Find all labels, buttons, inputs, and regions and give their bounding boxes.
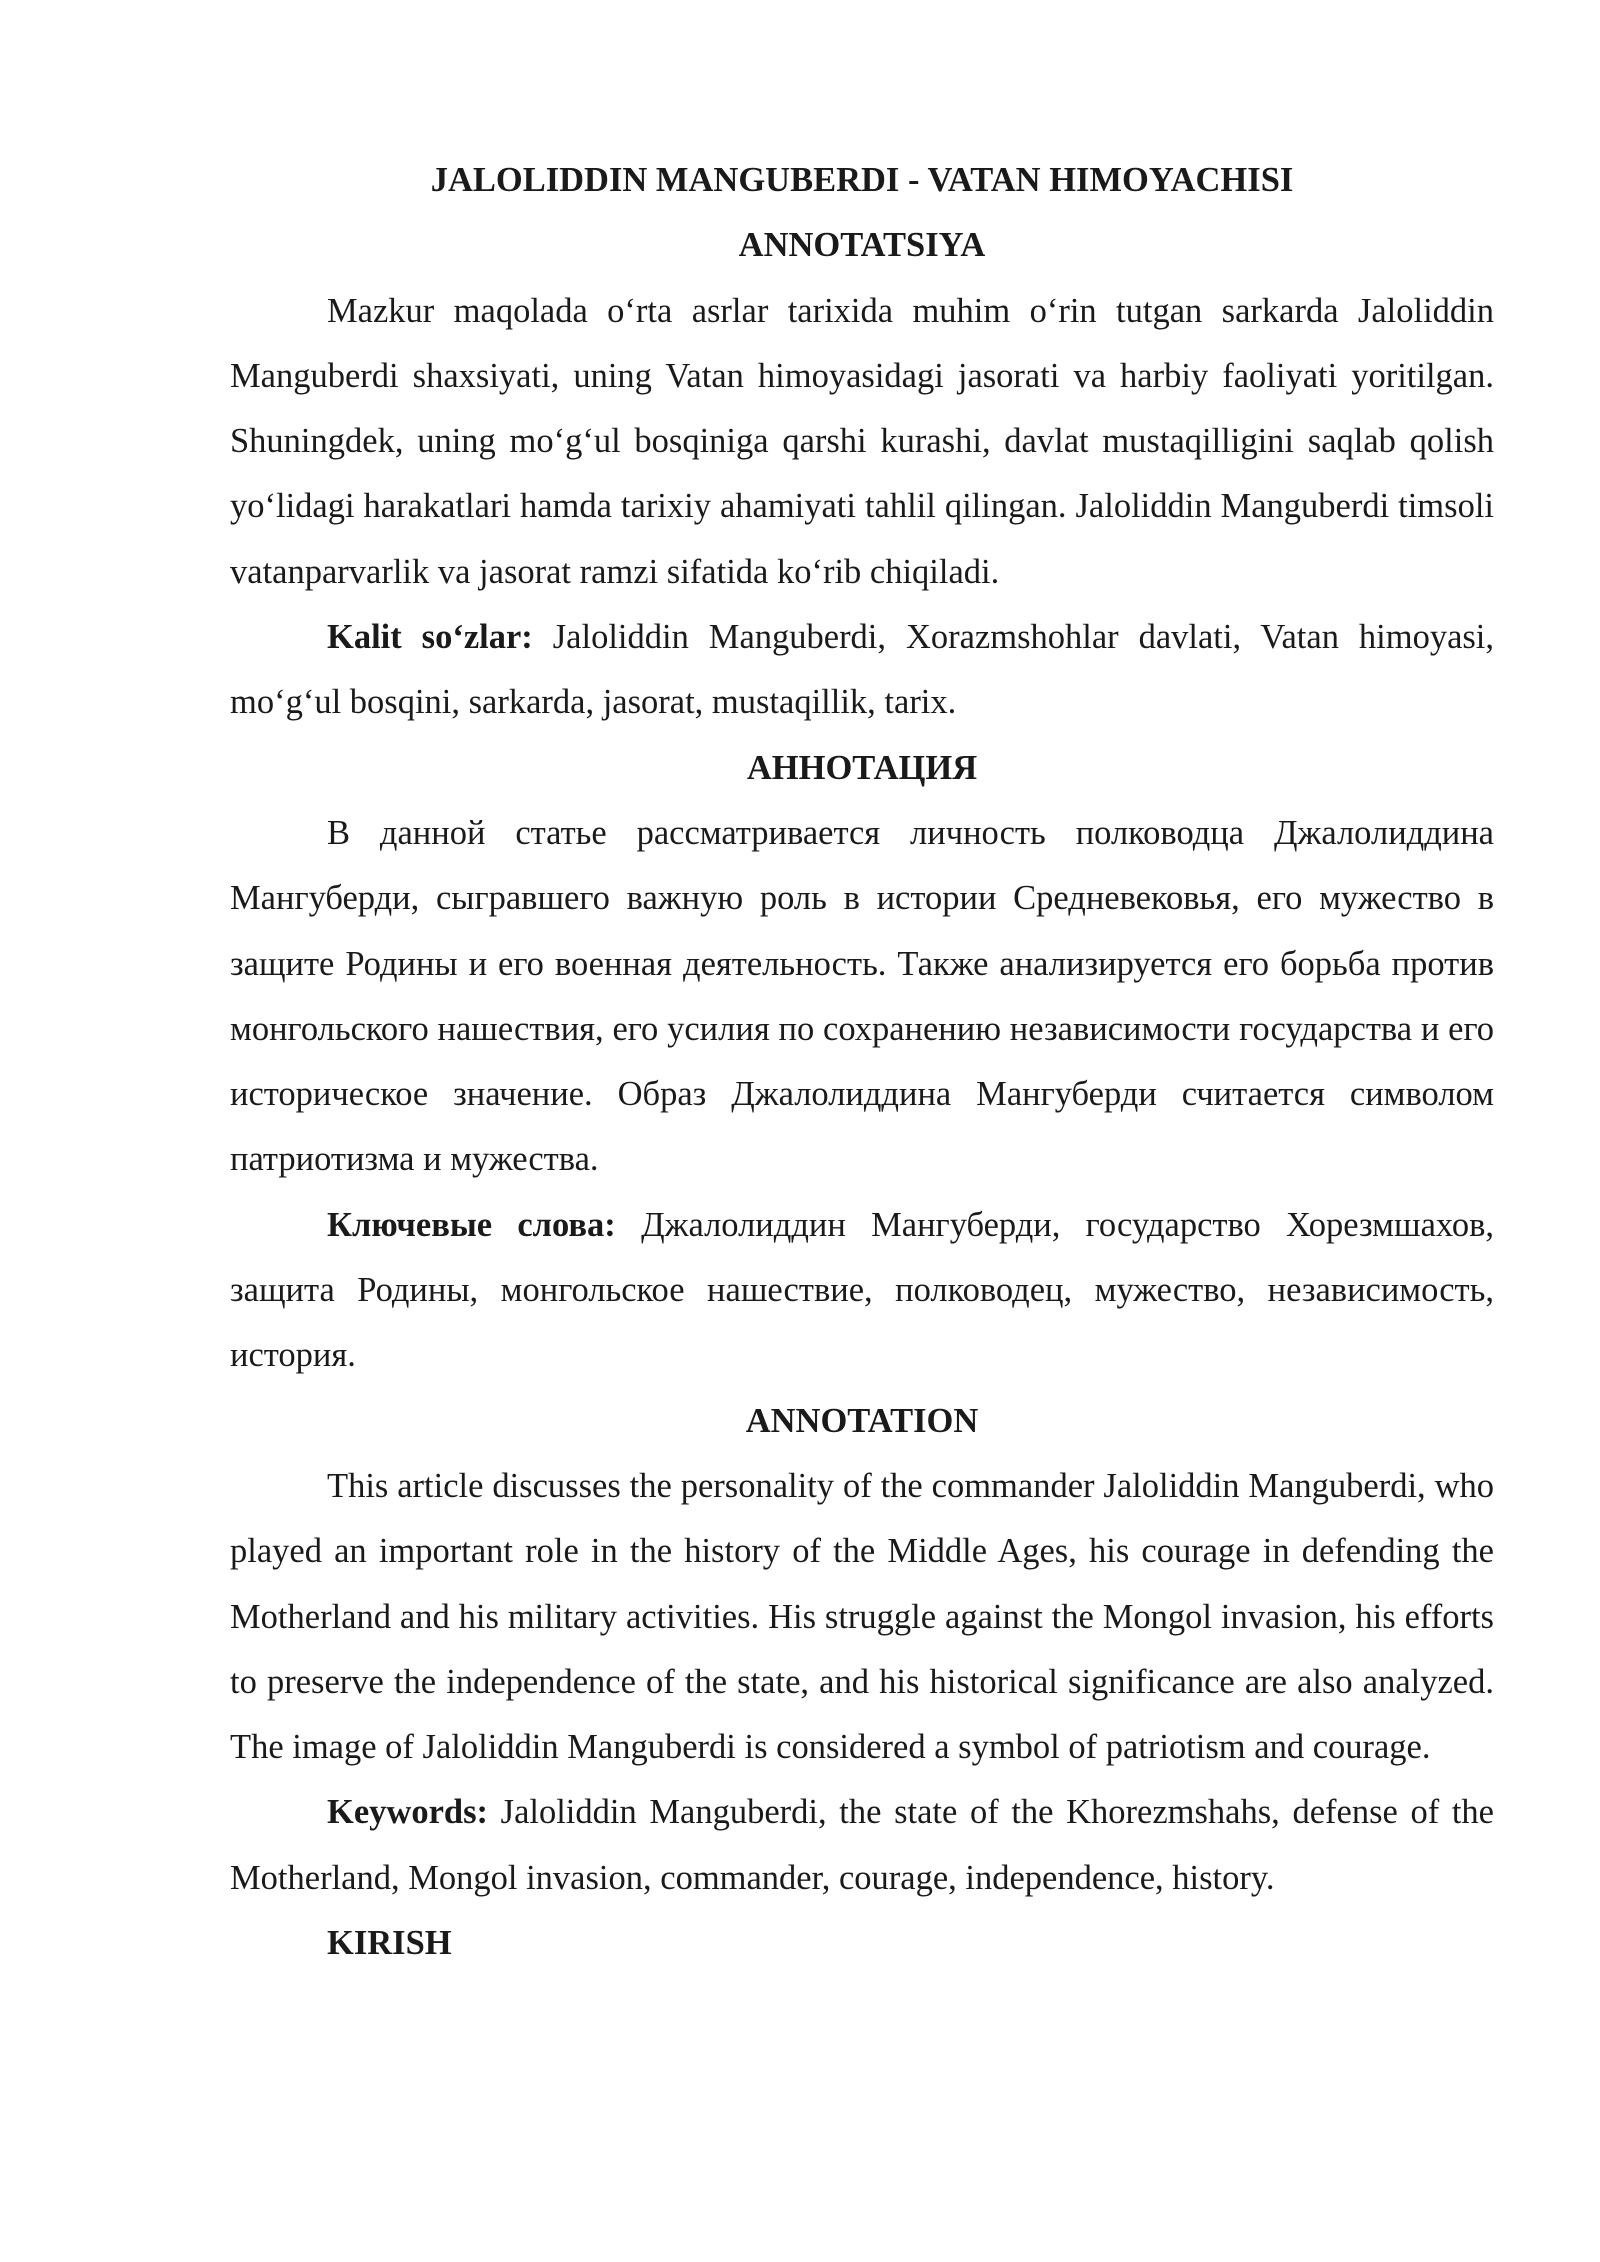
uz-keywords [230,605,1494,736]
ru-annotation-heading: АННОТАЦИЯ [746,748,978,787]
article-body [230,148,1494,1976]
intro-heading: KIRISH [327,1924,452,1963]
uz-keywords-list: Jaloliddin Manguberdi, Xorazmshohlar davlati, Vatan himoyasi, mo‘g‘ul bosqini, sarkarda, jasorat, mustaqillik, tarix. [230,618,1495,722]
ru-abstract: В данной статье рассматривается личность полководца Джалолиддина Мангуберди, сыгравшего важную роль в истории Средневековья, его мужество в защите Родины и его военная деятельность. Также анализируется его борьба против монгольского нашествия, его усилия по сохранению независимости государства и его историческое значение. Образ Джалолиддина Мангуберди считается символом патриотизма и мужества. [230,813,1494,1179]
ru-keywords [230,1193,1494,1389]
ru-keywords-label: Ключевые слова: [327,1205,616,1244]
uz-keywords-label: Kalit so‘zlar: [327,618,533,657]
en-keywords-list: Jaloliddin Manguberdi, the state of the Khorezmshahs, defense of the Motherland, Mongol invasion, commander, courage, independence, history. [230,1793,1494,1897]
ru-keywords-list: Джалолиддин Мангуберди, государство Хорезмшахов, защита Родины, монгольское нашествие, полководец, мужество, независимость, история. [230,1205,1494,1375]
en-keywords-label: Keywords: [327,1793,488,1832]
uz-abstract: Mazkur maqolada o‘rta asrlar tarixida muhim o‘rin tutgan sarkarda Jaloliddin Manguberdi shaxsiyati, uning Vatan himoyasidagi jasorati va harbiy faoliyati yoritilgan. Shuningdek, uning mo‘g‘ul bosqiniga qarshi kurashi, davlat mustaqilligini saqlab qolish yo‘lidagi harakatlari hamda tarixiy ahamiyati tahlil qilingan. Jaloliddin Manguberdi timsoli vatanparvarlik va jasorat ramzi sifatida ko‘rib chiqiladi. [230,291,1494,591]
en-abstract: This article discusses the personality of the commander Jaloliddin Manguberdi, who played an important role in the history of the Middle Ages, his courage in defending the Motherland and his military activities. His struggle against the Mongol invasion, his efforts to preserve the independence of the state, and his historical significance are also analyzed. The image of Jaloliddin Manguberdi is considered a symbol of patriotism and courage. [230,1466,1494,1767]
en-annotation-heading: ANNOTATION [745,1401,979,1440]
en-keywords [230,1780,1494,1911]
article-title: JALOLIDDIN MANGUBERDI - VATAN HIMOYACHISI [430,161,1294,199]
uz-annotation-heading: ANNOTATSIYA [738,226,986,265]
